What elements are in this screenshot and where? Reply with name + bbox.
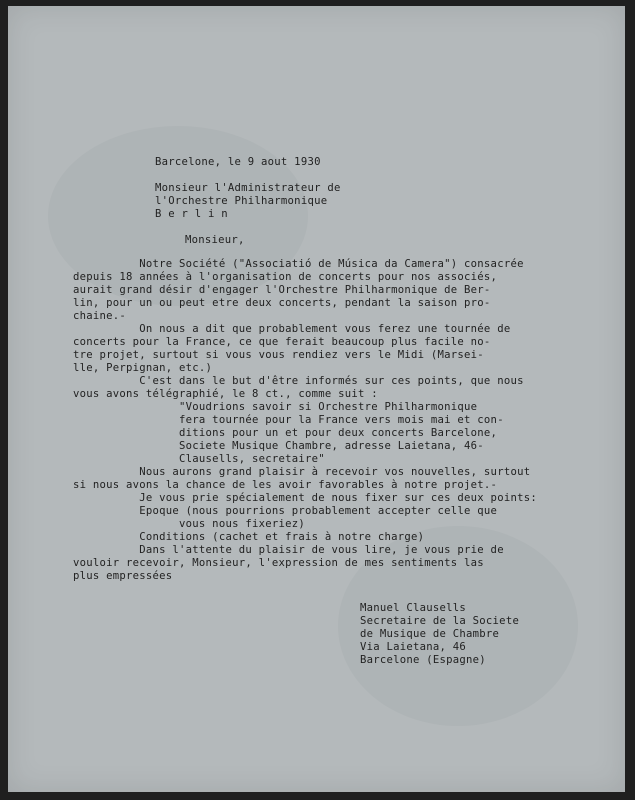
body-line: aurait grand désir d'engager l'Orchestre Philharmonique de Ber- [73,284,491,296]
body-line: "Voudrions savoir si Orchestre Philharmonique [73,401,478,413]
body-line: plus empressées [73,570,173,582]
body-line: C'est dans le but d'être informés sur ces points, que nous [73,375,524,387]
recipient-line: Monsieur l'Administrateur de [155,182,341,194]
letter-page [8,6,625,792]
body-line: tre projet, surtout si vous vous rendiez vers le Midi (Marsei- [73,349,484,361]
body-line: vous nous fixeriez) [73,518,305,530]
body-line: Notre Société ("Associatió de Música da Camera") consacrée [73,258,524,270]
body-line: Societe Musique Chambre, adresse Laietana, 46- [73,440,484,452]
body-line: concerts pour la France, ce que ferait beaucoup plus facile no- [73,336,491,348]
body-line: ditions pour un et pour deux concerts Barcelone, [73,427,498,439]
body-line: vouloir recevoir, Monsieur, l'expression de mes sentiments las [73,557,484,569]
body-line: Conditions (cachet et frais à notre charge) [73,531,425,543]
signature-line: Barcelone (Espagne) [360,654,486,666]
body-line: chaine.- [73,310,127,322]
body-line: si nous avons la chance de les avoir favorables à notre projet.- [73,479,498,491]
body-line: depuis 18 années à l'organisation de concerts pour nos associés, [73,271,498,283]
signature-line: de Musique de Chambre [360,628,500,640]
salutation: Monsieur, [185,234,245,246]
body-line: Clausells, secretaire" [73,453,325,465]
letter-date: Barcelone, le 9 aout 1930 [155,156,321,168]
recipient-line: B e r l i n [155,208,228,220]
body-line: Dans l'attente du plaisir de vous lire, je vous prie de [73,544,504,556]
signature-line: Via Laietana, 46 [360,641,467,653]
body-line: fera tournée pour la France vers mois mai et con- [73,414,504,426]
signature-line: Manuel Clausells [360,602,467,614]
recipient-line: l'Orchestre Philharmonique [155,195,328,207]
body-line: lle, Perpignan, etc.) [73,362,213,374]
signature-line: Secretaire de la Societe [360,615,520,627]
body-line: Je vous prie spécialement de nous fixer sur ces deux points: [73,492,537,504]
body-line: Nous aurons grand plaisir à recevoir vos nouvelles, surtout [73,466,531,478]
body-line: vous avons télégraphié, le 8 ct., comme suit : [73,388,378,400]
body-line: Epoque (nous pourrions probablement accepter celle que [73,505,498,517]
body-line: lin, pour un ou peut etre deux concerts, pendant la saison pro- [73,297,491,309]
body-line: On nous a dit que probablement vous ferez une tournée de [73,323,511,335]
